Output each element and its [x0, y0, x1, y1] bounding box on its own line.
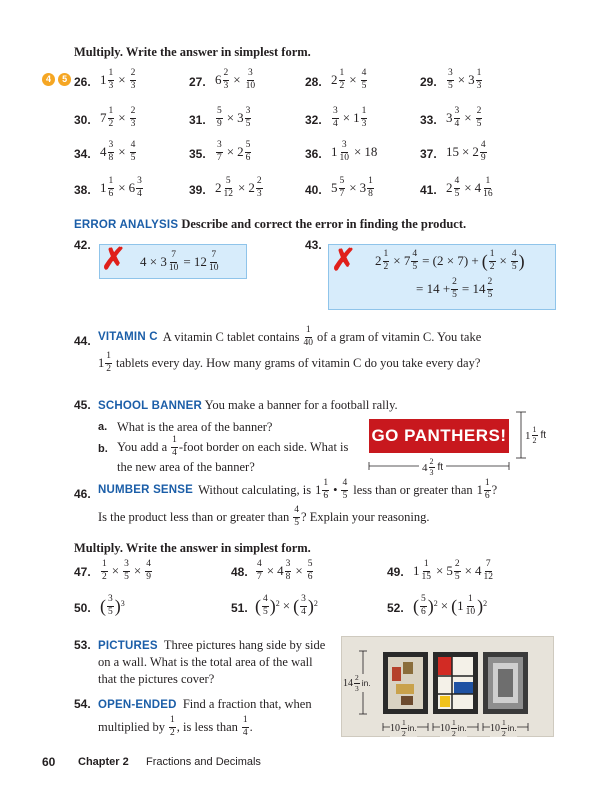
- problem-expression: 1 $\frac{1}{3}$ × $\frac{2}{3}$: [100, 68, 136, 91]
- problem-number: 54.: [74, 697, 91, 711]
- pictures-width-label-3: 10 $\frac{1}{2}$ in.: [490, 718, 517, 738]
- problem-53-line1: PICTURES Three pictures hang side by side: [98, 638, 326, 652]
- pictures-width-label-1: 10 $\frac{1}{2}$ in.: [390, 718, 417, 738]
- chapter-title: Fractions and Decimals: [146, 756, 261, 768]
- chapter-label: Chapter 2: [78, 756, 129, 768]
- problem-number: 26.: [74, 75, 91, 89]
- error-work-43-line2: = 14 + $\frac{2}{5}$ = 14 $\frac{2}{5}$: [416, 277, 493, 300]
- part-a-label: a.: [98, 421, 108, 433]
- problem-54-line2: multiplied by $\frac{1}{2}$ , is less than $\frac{1}{4}$ .: [98, 715, 253, 738]
- problem-number: 46.: [74, 487, 91, 501]
- problem-48-expression: $\frac{4}{7}$ × 4 $\frac{3}{8}$ × $\frac{5}{6}$: [257, 559, 313, 582]
- x-mark-icon: ✗: [331, 244, 357, 277]
- problem-50-expression: ( $\frac{3}{5}$ ) $^3$: [100, 594, 125, 617]
- problem-number: 36.: [305, 147, 322, 161]
- error-work-42: 4 × 3 $\frac{7}{10}$ = 12 $\frac{7}{10}$: [140, 250, 219, 273]
- problem-expression: 4 $\frac{3}{8}$ × $\frac{4}{5}$: [100, 140, 136, 163]
- problem-number: 35.: [189, 147, 206, 161]
- problem-44-line1: VITAMIN C A vitamin C tablet contains $\frac{1}{40}$ of a gram of vitamin C. You take: [98, 325, 482, 348]
- pictures-height-label: 14 $\frac{2}{3}$ in.: [343, 673, 371, 693]
- banner-height-label: 1 $\frac{1}{2}$ ft: [525, 425, 547, 445]
- problem-number: 50.: [74, 601, 91, 615]
- problem-number: 39.: [189, 183, 206, 197]
- problem-number: 30.: [74, 113, 91, 127]
- problem-number: 52.: [387, 601, 404, 615]
- problem-46-line1: NUMBER SENSE Without calculating, is 1 $\frac{1}{6}$ • $\frac{4}{5}$ less than or greater than 1 $\frac{1}{6}$ ?: [98, 478, 498, 501]
- problem-number: 44.: [74, 334, 91, 348]
- error-analysis-label: ERROR ANALYSIS: [74, 219, 179, 231]
- problem-expression: $\frac{5}{9}$ × 3 $\frac{3}{5}$: [217, 106, 251, 129]
- error-analysis-heading: [74, 216, 466, 233]
- problem-expression: 7 $\frac{1}{2}$ × $\frac{2}{3}$: [100, 106, 136, 129]
- error-analysis-text: Describe and correct the error in finding the product.: [181, 217, 467, 231]
- problem-46-line2: Is the product less than or greater than $\frac{4}{5}$ ? Explain your reasoning.: [98, 505, 430, 528]
- problem-number: 53.: [74, 638, 91, 652]
- problem-54-line1: OPEN-ENDED Find a fraction that, when: [98, 697, 312, 711]
- section-heading-2: Multiply. Write the answer in simplest form.: [74, 541, 311, 555]
- problem-number: 42.: [74, 238, 91, 252]
- problem-number: 29.: [420, 75, 437, 89]
- problem-number: 45.: [74, 398, 91, 412]
- problem-expression: $\frac{3}{4}$ × 1 $\frac{1}{3}$: [333, 106, 367, 129]
- problem-47-expression: $\frac{1}{2}$ × $\frac{3}{5}$ × $\frac{4}{9}$: [102, 559, 151, 582]
- problem-expression: 2 $\frac{4}{5}$ × 4 $\frac{1}{16}$: [446, 176, 493, 199]
- part-b-line1: You add a $\frac{1}{4}$ -foot border on each side. What is: [117, 435, 349, 458]
- problem-number: 34.: [74, 147, 91, 161]
- part-b-label: b.: [98, 443, 108, 455]
- problem-number: 43.: [305, 238, 322, 252]
- banner-width-label: 4 $\frac{2}{3}$ ft: [419, 458, 446, 477]
- pictures-width-label-2: 10 $\frac{1}{2}$ in.: [440, 718, 467, 738]
- problem-number: 51.: [231, 601, 248, 615]
- problem-expression: 2 $\frac{5}{12}$ × 2 $\frac{2}{3}$: [215, 176, 262, 199]
- problem-expression: 3 $\frac{3}{4}$ × $\frac{2}{5}$: [446, 106, 482, 129]
- problem-expression: 5 $\frac{5}{7}$ × 3 $\frac{1}{8}$: [331, 176, 373, 199]
- level-badge-5: 5: [58, 73, 71, 86]
- problem-51-expression: ( $\frac{4}{5}$ ) $^2$ × ( $\frac{3}{4}$ ) $^2$: [255, 594, 318, 617]
- problem-expression: 15 × 2 $\frac{4}{9}$: [446, 140, 486, 163]
- part-a-text: What is the area of the banner?: [117, 420, 273, 434]
- section-heading-1: Multiply. Write the answer in simplest form.: [74, 45, 311, 59]
- problem-53-line2: on a wall. What is the total area of the wall: [98, 655, 313, 669]
- problem-number: 38.: [74, 183, 91, 197]
- problem-number: 28.: [305, 75, 322, 89]
- x-mark-icon: ✗: [101, 243, 127, 276]
- problem-52-expression: ( $\frac{5}{6}$ ) $^2$ × ( 1 $\frac{1}{10}$ ) $^2$: [413, 594, 488, 617]
- problem-number: 48.: [231, 565, 248, 579]
- problem-44-line2: 1 $\frac{1}{2}$ tablets every day. How many grams of vitamin C do you take every day?: [98, 351, 481, 374]
- problem-expression: 1 $\frac{3}{10}$ × 18: [331, 140, 378, 163]
- problem-expression: 1 $\frac{1}{6}$ × 6 $\frac{3}{4}$: [100, 176, 142, 199]
- problem-expression: 2 $\frac{1}{2}$ × $\frac{4}{5}$: [331, 68, 367, 91]
- problem-number: 27.: [189, 75, 206, 89]
- level-badges: [42, 71, 71, 86]
- problem-number: 32.: [305, 113, 322, 127]
- error-work-43-line1: 2 $\frac{1}{2}$ × 7 $\frac{4}{5}$ = (2 × 7) + ( $\frac{1}{2}$ × $\frac{4}{5}$ ): [375, 249, 525, 272]
- level-badge-4: 4: [42, 73, 55, 86]
- problem-expression: 6 $\frac{2}{3}$ × $\frac{3}{10}$: [215, 68, 256, 91]
- problem-53-line3: that the pictures cover?: [98, 672, 215, 686]
- problem-number: 47.: [74, 565, 91, 579]
- problem-number: 41.: [420, 183, 437, 197]
- problem-number: 37.: [420, 147, 437, 161]
- problem-number: 33.: [420, 113, 437, 127]
- problem-expression: $\frac{3}{5}$ × 3 $\frac{1}{3}$: [448, 68, 482, 91]
- page-number: 60: [42, 755, 56, 769]
- go-panthers-banner: GO PANTHERS!: [369, 419, 509, 453]
- problem-45-intro: SCHOOL BANNER You make a banner for a football rally.: [98, 398, 398, 412]
- problem-number: 49.: [387, 565, 404, 579]
- part-b-line2: the new area of the banner?: [117, 460, 255, 474]
- problem-number: 40.: [305, 183, 322, 197]
- problem-expression: $\frac{3}{7}$ × 2 $\frac{5}{6}$: [217, 140, 251, 163]
- problem-number: 31.: [189, 113, 206, 127]
- problem-49-expression: 1 $\frac{1}{15}$ × 5 $\frac{2}{5}$ × 4 $\frac{7}{12}$: [413, 559, 493, 582]
